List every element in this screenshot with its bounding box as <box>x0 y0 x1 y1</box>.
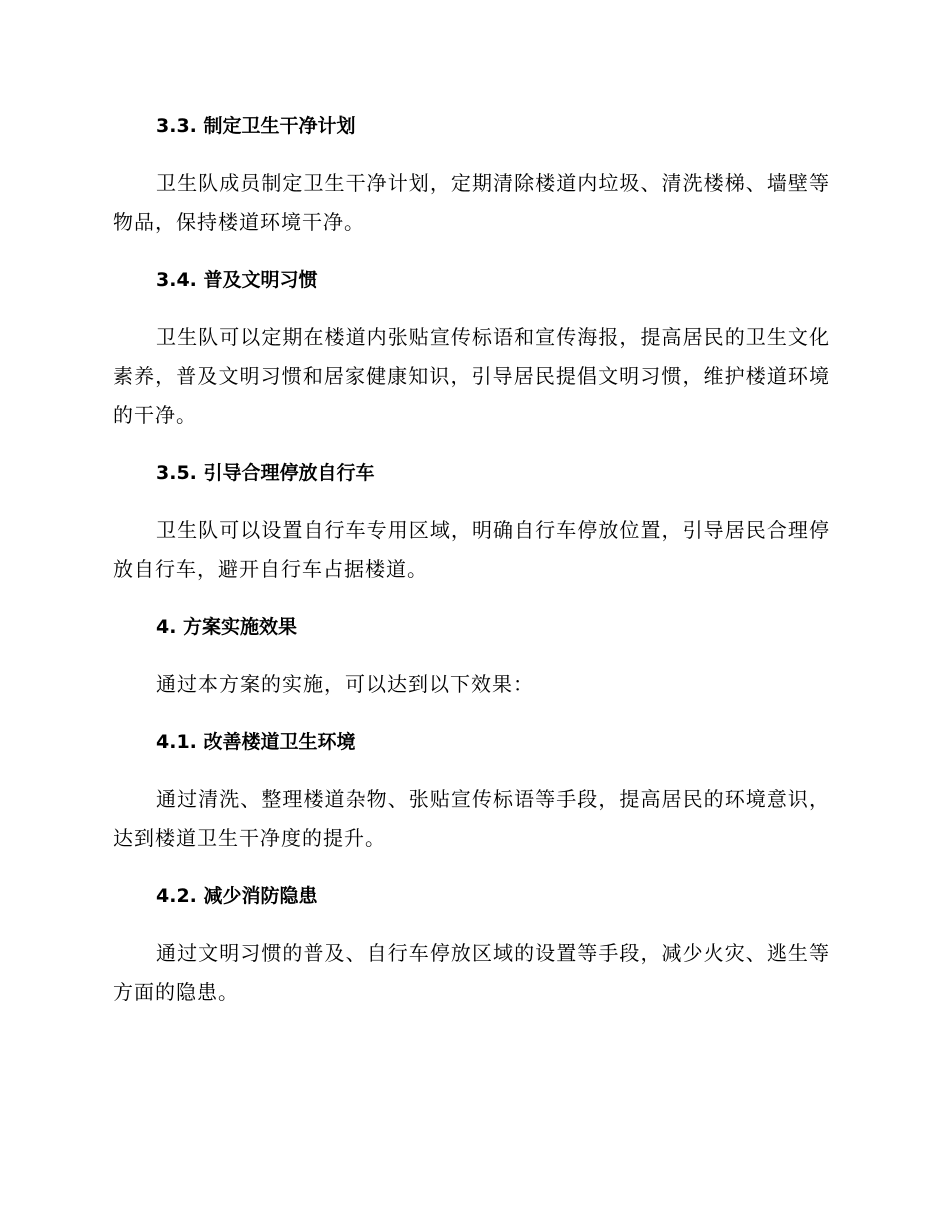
section-heading-4-1: 4.1. 改善楼道卫生环境 <box>156 731 356 753</box>
section-paragraph-4-1: 通过清洗、整理楼道杂物、张贴宣传标语等手段，提高居民的环境意识，达到楼道卫生干净度的提升。 <box>113 787 830 850</box>
section-paragraph-3-4: 卫生队可以定期在楼道内张贴宣传标语和宣传海报，提高居民的卫生文化素养，普及文明习惯和居家健康知识，引导居民提倡文明习惯，维护楼道环境的干净。 <box>113 325 830 427</box>
section-heading-3-4: 3.4. 普及文明习惯 <box>156 269 318 291</box>
section-paragraph-3-3: 卫生队成员制定卫生干净计划，定期清除楼道内垃圾、清洗楼梯、墙壁等物品，保持楼道环境干净。 <box>113 171 830 234</box>
section-heading-3-3: 3.3. 制定卫生干净计划 <box>156 115 356 137</box>
section-heading-3-5: 3.5. 引导合理停放自行车 <box>156 462 375 484</box>
section-paragraph-4-2: 通过文明习惯的普及、自行车停放区域的设置等手段，减少火灾、逃生等方面的隐患。 <box>113 941 830 1004</box>
section-heading-4: 4. 方案实施效果 <box>156 616 298 638</box>
section-paragraph-4: 通过本方案的实施，可以达到以下效果： <box>156 672 534 696</box>
section-heading-4-2: 4.2. 减少消防隐患 <box>156 885 318 907</box>
section-paragraph-3-5: 卫生队可以设置自行车专用区域，明确自行车停放位置，引导居民合理停放自行车，避开自行车占据楼道。 <box>113 518 830 581</box>
document-body <box>113 110 830 1012</box>
